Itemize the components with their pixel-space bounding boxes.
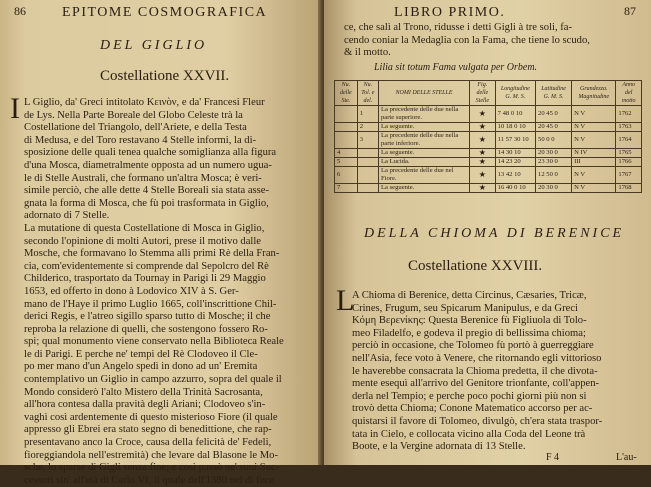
text-line: Mondo considerò l'alto Mistero della Trinità Sacrosanta, xyxy=(24,386,263,398)
page-number-left: 86 xyxy=(14,4,26,18)
table-cell-n1: 6 xyxy=(335,167,358,184)
text-line: Κόμη Βερενίκης: Questa Berenice fù Figliuola di Tolo- xyxy=(352,315,587,327)
catchword: L'au- xyxy=(616,452,637,463)
running-head-left: EPITOME COSMOGRAFICA xyxy=(62,5,268,20)
text-line: le di Parigi. E perche ne' tempi del Rè Clodoveo il Cle- xyxy=(24,348,258,360)
text-line: tata in Cielo, e collocata vicino alla Coda del Leone trà xyxy=(352,428,586,440)
table-cell-year: 1763 xyxy=(616,123,642,132)
text-line: appresso gli Ebrei era stato segno di benedittione, che rap- xyxy=(24,424,272,436)
text-line: meo Filadelfo, e godeva il pregio di bellissima chioma; xyxy=(352,327,586,339)
text-line: Boote, e la Vergine adornata di 13 Stelle. xyxy=(352,441,526,453)
text-line: derici Regis, e l'atreo sigillo sparso tutto di Mosche; il che xyxy=(24,311,271,323)
text-line: d'una Mosca, diametralmente opposta ad un numero ugua- xyxy=(24,159,272,171)
table-cell-mag: N V xyxy=(572,184,616,193)
table-cell-name: La seguente. xyxy=(379,184,470,193)
right-page xyxy=(324,0,651,465)
text-line: cessori sin' all'età di Carlo VI, il quale dell'1380 nel di fece xyxy=(24,474,274,486)
chapter-heading-left: DEL GIGLIO xyxy=(100,38,208,53)
text-line: reproba la relazione di quelli, che sostengono fossero Ro- xyxy=(24,323,268,335)
text-line: cendo coniar la Medaglia con la Fama, che tiene lo scudo, xyxy=(344,34,590,46)
table-cell-n1 xyxy=(335,106,358,123)
table-cell-name: La precedente delle due nel Fiore. xyxy=(379,167,470,184)
text-line: quistarsi il favore di Tolomeo, divulgò, ch'era stata traspor- xyxy=(352,415,603,427)
text-line: 1653, ed offerto in dono à Lodovico XIV à S. Ger- xyxy=(24,285,239,297)
table-cell-lon: 14 23 20 xyxy=(495,158,535,167)
text-line: presentavano anco la Croce, causa della felicità de' Fedeli, xyxy=(24,437,272,449)
table-row xyxy=(335,123,642,132)
table-cell-n1: 5 xyxy=(335,158,358,167)
text-line: all'hora contesa dalla pravità degli Ariani; Clodoveo s'in- xyxy=(24,399,266,411)
star-figure-icon: ★ xyxy=(470,132,496,149)
table-cell-year: 1764 xyxy=(616,132,642,149)
text-line: adornato di 7 Stelle. xyxy=(24,210,110,222)
star-figure-icon: ★ xyxy=(470,106,496,123)
column-header: Longitudine G. M. S. xyxy=(495,81,535,106)
table-cell-n2 xyxy=(357,167,378,184)
table-cell-mag: N V xyxy=(572,167,616,184)
table-cell-lat: 50 0 0 xyxy=(536,132,572,149)
dropcap-left: I xyxy=(10,92,20,125)
table-cell-mag: N V xyxy=(572,132,616,149)
text-line: le haverebbe consacrata la Chioma predetta, il che divota- xyxy=(352,365,598,377)
table-cell-lon: 16 40 0 10 xyxy=(495,184,535,193)
page-number-right: 87 xyxy=(624,4,636,18)
table-cell-n2 xyxy=(357,184,378,193)
table-cell-lat: 20 30 0 xyxy=(536,184,572,193)
table-cell-lon: 10 18 0 10 xyxy=(495,123,535,132)
table-cell-year: 1766 xyxy=(616,158,642,167)
constellation-title-left: Costellatione XXVII. xyxy=(100,68,230,84)
text-line: La mutatione di questa Costellatione di Mosca in Giglio, xyxy=(24,222,265,234)
text-line: di Medusa, e del Toro restavano 4 Stelle informi, la di- xyxy=(24,134,257,146)
table-cell-n2: 2 xyxy=(357,123,378,132)
text-line: spi; qual monumento viene conservato nella Biblioteca Reale xyxy=(24,336,284,348)
table-cell-n2 xyxy=(357,158,378,167)
star-figure-icon: ★ xyxy=(470,167,496,184)
table-cell-lat: 23 30 0 xyxy=(536,158,572,167)
table-cell-lon: 14 30 10 xyxy=(495,149,535,158)
table-cell-n1 xyxy=(335,132,358,149)
text-line: trovò detta Chioma; Conone Matematico accorso per ac- xyxy=(352,403,593,415)
text-line: de Lys. Nella Parte Boreale del Globo Celeste trà la xyxy=(24,109,243,121)
table-cell-year: 1768 xyxy=(616,184,642,193)
text-line: Crines, Frugum, seu Spicarum Manipulus, e da Greci xyxy=(352,302,578,314)
table-cell-mag: N IV xyxy=(572,149,616,158)
continued-text-right xyxy=(344,22,590,60)
table-cell-name: La Lucida. xyxy=(379,158,470,167)
table-cell-year: 1762 xyxy=(616,106,642,123)
table-row xyxy=(335,184,642,193)
table-cell-lon: 7 48 0 10 xyxy=(495,106,535,123)
table-cell-n2 xyxy=(357,149,378,158)
text-line: secondo l'opinione di molti Autori, prese il motivo dalle xyxy=(24,235,261,247)
signature-mark: F 4 xyxy=(546,452,560,463)
text-line: A Chioma di Berenice, detta Circinus, Cæsaries, Tricæ, xyxy=(352,290,587,301)
table-row xyxy=(335,167,642,184)
star-table-header xyxy=(335,81,642,106)
table-cell-name: La seguente. xyxy=(379,149,470,158)
running-head-right: LIBRO PRIMO. xyxy=(394,5,506,20)
star-table xyxy=(334,80,642,193)
table-row xyxy=(335,149,642,158)
table-cell-lon: 11 57 30 10 xyxy=(495,132,535,149)
column-header: Nu. Tol. e del. xyxy=(357,81,378,106)
body-text-left xyxy=(24,97,284,487)
text-line: sche, lo sparse di Gigli senza fine; e così passò ne' suoi Suc- xyxy=(24,462,280,474)
text-line: po mer mano d'un Angelo spedì in dono ad un' Eremita xyxy=(24,361,258,373)
text-line: simile perciò, che alle dette 4 Stelle Boreali sia stata asse- xyxy=(24,185,270,197)
text-line: Mosche, che formavano lo Stemma alli primi Rè della Fran- xyxy=(24,248,280,260)
star-figure-icon: ★ xyxy=(470,123,496,132)
table-cell-mag: N V xyxy=(572,123,616,132)
table-cell-n2: 1 xyxy=(357,106,378,123)
table-cell-name: La precedente delle due nella parte superiore. xyxy=(379,106,470,123)
star-figure-icon: ★ xyxy=(470,149,496,158)
text-line: mano de l'Haye il primo Luglio 1665, coll'inscrittione Chil- xyxy=(24,298,277,310)
chapter-heading-right: DELLA CHIOMA DI BERENICE xyxy=(364,226,625,241)
table-cell-n1: 4 xyxy=(335,149,358,158)
constellation-title-right: Costellatione XXVIII. xyxy=(408,258,543,274)
table-cell-n2: 3 xyxy=(357,132,378,149)
text-line: ce, che salì al Trono, ridusse i detti Gigli à tre soli, fa- xyxy=(344,22,573,33)
table-cell-mag: N V xyxy=(572,106,616,123)
table-cell-lon: 13 42 10 xyxy=(495,167,535,184)
motto: Lilia sit totum Fama vulgata per Orbem. xyxy=(374,62,538,73)
text-line: vaghì così ardentemente di questo misterioso Fiore (il quale xyxy=(24,411,278,423)
text-line: perciò in occasione, che Tolomeo fù portò à guerreggiare xyxy=(352,340,594,352)
column-header: NOMI DELLE STELLE xyxy=(379,81,470,106)
star-table-body xyxy=(335,106,642,193)
column-header: Latitudine G. M. S. xyxy=(536,81,572,106)
table-cell-lat: 20 30 0 xyxy=(536,149,572,158)
text-line: derla nel Tempio; e perche poco pochi giorni più non si xyxy=(352,390,587,402)
table-row xyxy=(335,158,642,167)
text-line: fioreggiandola nell'estremità) che levare dal Blasone le Mo- xyxy=(24,449,278,461)
text-line: Childerico, trasportato da Tournay in Parigi li 29 Maggio xyxy=(24,273,266,285)
text-line: cia, com'evidentemente si comprende dal Sepolcro del Rè xyxy=(24,260,269,272)
table-cell-year: 1767 xyxy=(616,167,642,184)
table-cell-lat: 20 45 0 xyxy=(536,106,572,123)
table-cell-mag: III xyxy=(572,158,616,167)
table-cell-name: La precedente delle due nella parte inferiore. xyxy=(379,132,470,149)
text-line: L Giglio, da' Greci intitolato Κεινὸν, e da' Francesi Fleur xyxy=(24,97,265,108)
column-header: Grandezza. Magnitudine xyxy=(572,81,616,106)
column-header: Fig. delle Stelle xyxy=(470,81,496,106)
left-page xyxy=(0,0,322,486)
table-cell-name: La seguente. xyxy=(379,123,470,132)
text-line: nell'Asia, fece voto à Venere, che ritornando egli vittorioso xyxy=(352,352,602,364)
table-cell-lat: 20 45 0 xyxy=(536,123,572,132)
table-cell-lat: 12 50 0 xyxy=(536,167,572,184)
text-line: le di Stelle Australi, che formano un'altra Mosca; è veri- xyxy=(24,172,262,184)
table-row xyxy=(335,132,642,149)
table-cell-n1: 7 xyxy=(335,184,358,193)
table-cell-year: 1765 xyxy=(616,149,642,158)
table-cell-n1 xyxy=(335,123,358,132)
text-line: gnata la forma di Mosca, che fù poi trasformata in Giglio, xyxy=(24,197,269,209)
column-header: Nu. delle Ste. xyxy=(335,81,358,106)
star-figure-icon: ★ xyxy=(470,158,496,167)
star-figure-icon: ★ xyxy=(470,184,496,193)
text-line: mente esequì all'arrivo del Genitore trionfante, coll'appen- xyxy=(352,378,600,390)
text-line: Costellatione del Triangolo, dell'Ariete, e della Testa xyxy=(24,122,247,134)
column-header: Anno del motto xyxy=(616,81,642,106)
text-line: & il motto. xyxy=(344,47,391,59)
text-line: contemplativo un Giglio in campo azzurro, sopra del quale il xyxy=(24,374,282,386)
text-line: sposizione delle quali tenea qualche somiglianza alla figura xyxy=(24,147,277,159)
dropcap-right: L xyxy=(336,284,355,317)
body-text-right xyxy=(352,290,602,454)
table-row xyxy=(335,106,642,123)
